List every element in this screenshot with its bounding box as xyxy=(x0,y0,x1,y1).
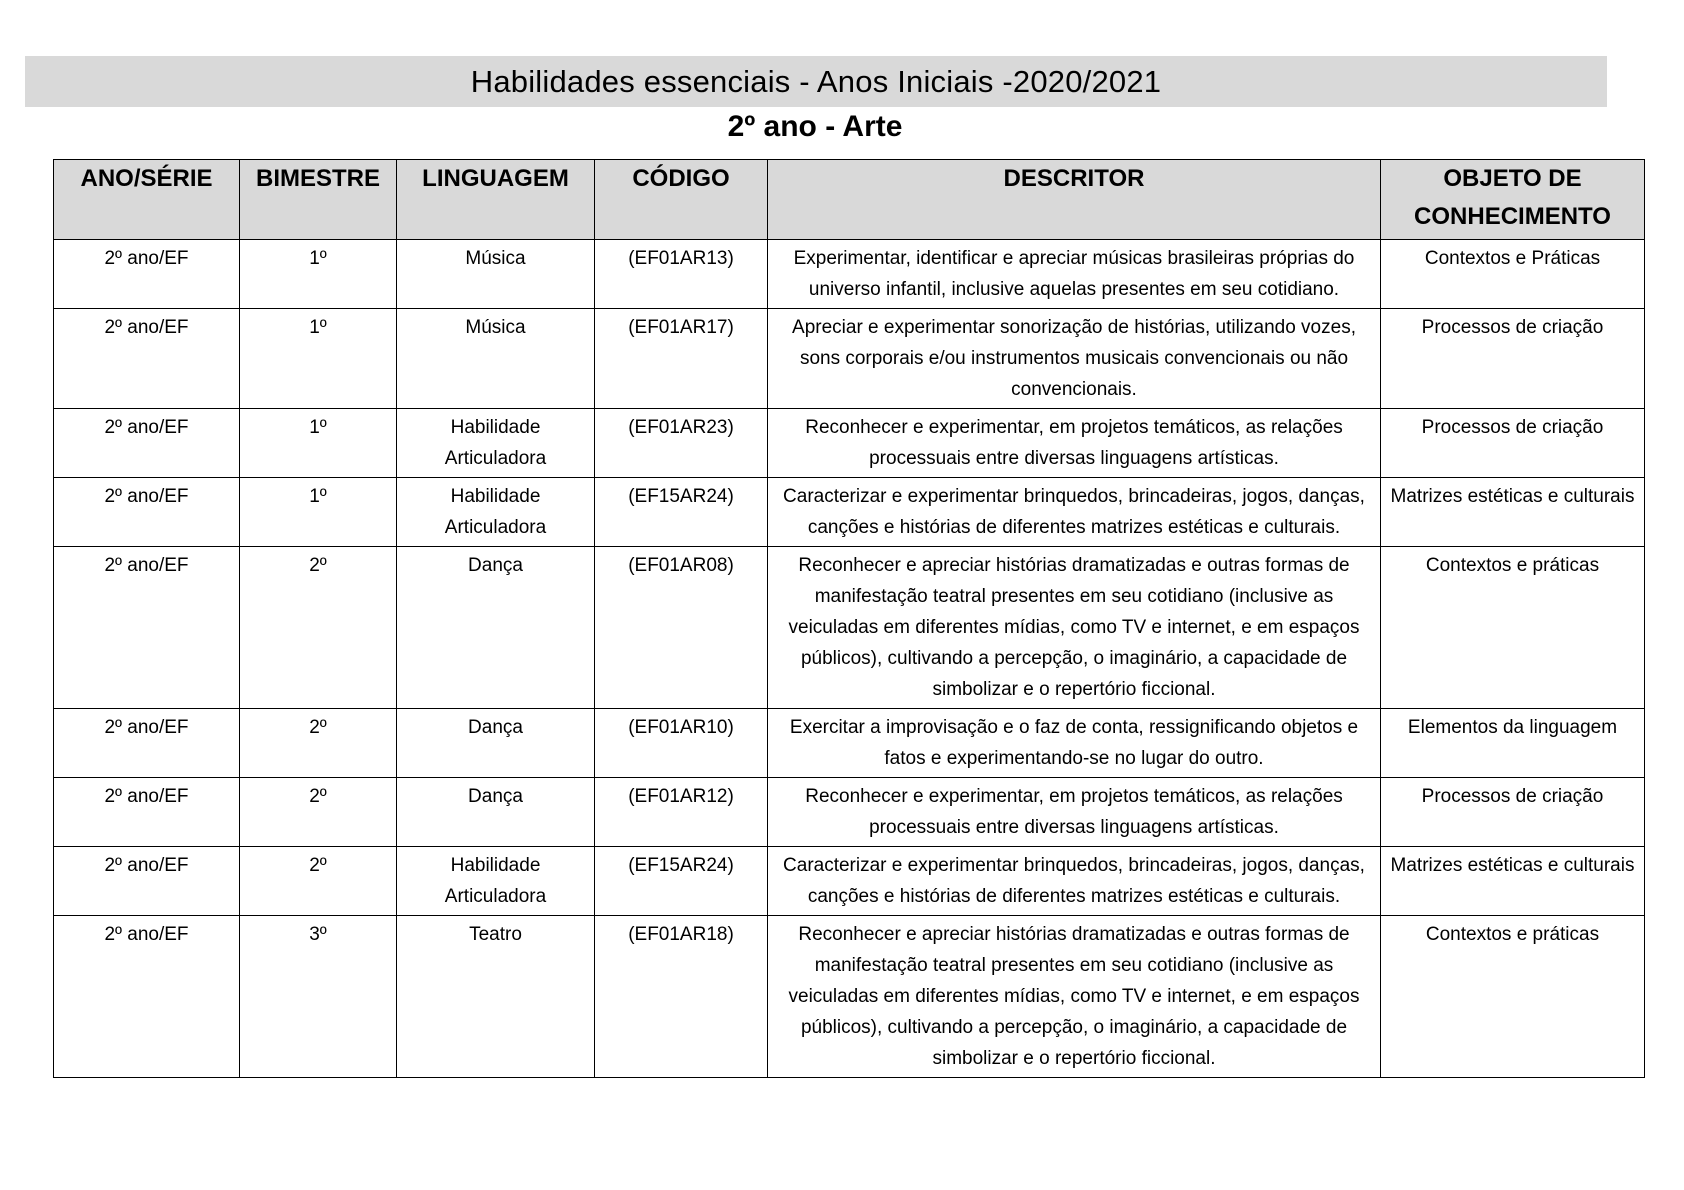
header-ano-serie: ANO/SÉRIE xyxy=(54,160,240,240)
header-objeto-line1: OBJETO DE xyxy=(1443,165,1582,192)
cell-linguagem: Teatro xyxy=(397,916,595,1078)
cell-ano: 2º ano/EF xyxy=(54,409,240,478)
cell-linguagem: Habilidade Articuladora xyxy=(397,409,595,478)
cell-objeto: Contextos e práticas xyxy=(1381,916,1645,1078)
cell-linguagem: Música xyxy=(397,309,595,409)
cell-objeto: Contextos e práticas xyxy=(1381,547,1645,709)
header-bimestre: BIMESTRE xyxy=(240,160,397,240)
cell-linguagem: Habilidade Articuladora xyxy=(397,478,595,547)
table-row xyxy=(54,547,1645,709)
table-row xyxy=(54,916,1645,1078)
cell-codigo: (EF01AR13) xyxy=(595,240,768,309)
cell-descritor: Experimentar, identificar e apreciar músicas brasileiras próprias do universo infantil, inclusive aquelas presentes em seu cotidiano. xyxy=(768,240,1381,309)
cell-bimestre: 2º xyxy=(240,847,397,916)
table-row xyxy=(54,409,1645,478)
cell-bimestre: 2º xyxy=(240,778,397,847)
cell-linguagem: Dança xyxy=(397,547,595,709)
cell-ano: 2º ano/EF xyxy=(54,709,240,778)
cell-codigo: (EF01AR17) xyxy=(595,309,768,409)
cell-descritor: Exercitar a improvisação e o faz de conta, ressignificando objetos e fatos e experimentando-se no lugar do outro. xyxy=(768,709,1381,778)
cell-descritor: Caracterizar e experimentar brinquedos, brincadeiras, jogos, danças, canções e histórias de diferentes matrizes estéticas e culturais. xyxy=(768,478,1381,547)
cell-ano: 2º ano/EF xyxy=(54,778,240,847)
cell-objeto: Matrizes estéticas e culturais xyxy=(1381,478,1645,547)
table-row xyxy=(54,478,1645,547)
cell-ano: 2º ano/EF xyxy=(54,547,240,709)
table-header-row xyxy=(54,160,1645,240)
table-row xyxy=(54,240,1645,309)
header-descritor: DESCRITOR xyxy=(768,160,1381,240)
cell-bimestre: 3º xyxy=(240,916,397,1078)
cell-ano: 2º ano/EF xyxy=(54,309,240,409)
table-row xyxy=(54,309,1645,409)
cell-bimestre: 1º xyxy=(240,309,397,409)
cell-ano: 2º ano/EF xyxy=(54,916,240,1078)
cell-linguagem: Dança xyxy=(397,709,595,778)
cell-linguagem: Habilidade Articuladora xyxy=(397,847,595,916)
cell-bimestre: 1º xyxy=(240,478,397,547)
cell-bimestre: 2º xyxy=(240,709,397,778)
header-objeto-line2: CONHECIMENTO xyxy=(1414,203,1611,230)
cell-ano: 2º ano/EF xyxy=(54,847,240,916)
cell-descritor: Caracterizar e experimentar brinquedos, brincadeiras, jogos, danças, canções e histórias de diferentes matrizes estéticas e culturais. xyxy=(768,847,1381,916)
cell-descritor: Reconhecer e apreciar histórias dramatizadas e outras formas de manifestação teatral presentes em seu cotidiano (inclusive as veiculadas em diferentes mídias, como TV e internet, e em espaços públicos), cultivando a percepção, o imaginário, a capacidade de simbolizar e o repertório ficcional. xyxy=(768,547,1381,709)
cell-objeto: Processos de criação xyxy=(1381,409,1645,478)
cell-codigo: (EF01AR18) xyxy=(595,916,768,1078)
cell-codigo: (EF15AR24) xyxy=(595,847,768,916)
cell-descritor: Reconhecer e experimentar, em projetos temáticos, as relações processuais entre diversas linguagens artísticas. xyxy=(768,778,1381,847)
header-linguagem: LINGUAGEM xyxy=(397,160,595,240)
table-row xyxy=(54,847,1645,916)
cell-objeto: Contextos e Práticas xyxy=(1381,240,1645,309)
cell-codigo: (EF01AR08) xyxy=(595,547,768,709)
document-subtitle: 2º ano - Arte xyxy=(727,110,903,143)
cell-objeto: Matrizes estéticas e culturais xyxy=(1381,847,1645,916)
cell-descritor: Reconhecer e apreciar histórias dramatizadas e outras formas de manifestação teatral presentes em seu cotidiano (inclusive as veiculadas em diferentes mídias, como TV e internet, e em espaços públicos), cultivando a percepção, o imaginário, a capacidade de simbolizar e o repertório ficcional. xyxy=(768,916,1381,1078)
cell-ano: 2º ano/EF xyxy=(54,240,240,309)
skills-table xyxy=(53,159,1645,1078)
cell-codigo: (EF01AR12) xyxy=(595,778,768,847)
cell-objeto: Elementos da linguagem xyxy=(1381,709,1645,778)
cell-descritor: Reconhecer e experimentar, em projetos temáticos, as relações processuais entre diversas linguagens artísticas. xyxy=(768,409,1381,478)
header-codigo: CÓDIGO xyxy=(595,160,768,240)
cell-bimestre: 1º xyxy=(240,409,397,478)
cell-linguagem: Dança xyxy=(397,778,595,847)
cell-objeto: Processos de criação xyxy=(1381,309,1645,409)
cell-descritor: Apreciar e experimentar sonorização de histórias, utilizando vozes, sons corporais e/ou instrumentos musicais convencionais ou não convencionais. xyxy=(768,309,1381,409)
cell-codigo: (EF01AR23) xyxy=(595,409,768,478)
cell-linguagem: Música xyxy=(397,240,595,309)
table-row xyxy=(54,778,1645,847)
header-objeto-conhecimento xyxy=(1381,160,1645,240)
table-row xyxy=(54,709,1645,778)
cell-bimestre: 1º xyxy=(240,240,397,309)
document-title: Habilidades essenciais - Anos Iniciais -2020/2021 xyxy=(470,63,1162,99)
cell-codigo: (EF01AR10) xyxy=(595,709,768,778)
cell-codigo: (EF15AR24) xyxy=(595,478,768,547)
cell-bimestre: 2º xyxy=(240,547,397,709)
cell-ano: 2º ano/EF xyxy=(54,478,240,547)
cell-objeto: Processos de criação xyxy=(1381,778,1645,847)
document-title-bar xyxy=(25,56,1607,107)
